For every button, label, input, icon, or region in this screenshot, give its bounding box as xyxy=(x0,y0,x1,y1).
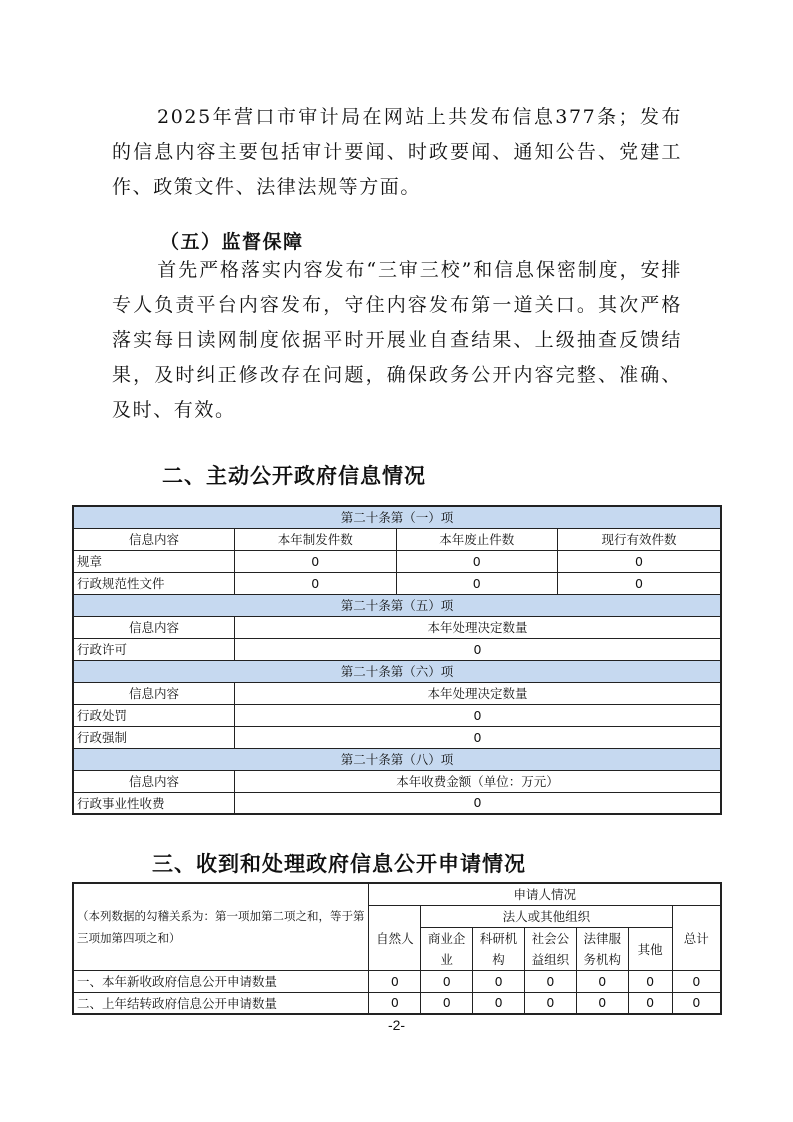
cell-value: 0 xyxy=(421,970,473,992)
cell-value: 0 xyxy=(396,550,558,572)
cell-value: 0 xyxy=(558,550,722,572)
row-label: 行政事业性收费 xyxy=(73,792,235,814)
paragraph-supervision xyxy=(112,253,682,428)
col-header: 本年收费金额（单位：万元） xyxy=(235,770,722,792)
paragraph-website-publishing xyxy=(112,100,682,205)
cell-value: 0 xyxy=(524,992,576,1014)
col-header-public-welfare: 社会公益组织 xyxy=(524,927,576,970)
col-header: 本年废止件数 xyxy=(396,528,558,550)
table-row xyxy=(73,550,721,572)
section-3-title: 三、收到和处理政府信息公开申请情况 xyxy=(152,852,526,876)
table-row xyxy=(73,792,721,814)
col-header-research: 科研机构 xyxy=(473,927,525,970)
table-row xyxy=(73,572,721,594)
total-header: 总计 xyxy=(672,905,721,970)
cell-value: 0 xyxy=(421,992,473,1014)
cell-value: 0 xyxy=(235,726,722,748)
band-item-8: 第二十条第（八）项 xyxy=(73,748,721,770)
table-row xyxy=(73,704,721,726)
col-header: 现行有效件数 xyxy=(558,528,722,550)
cell-value: 0 xyxy=(672,992,721,1014)
band-item-5: 第二十条第（五）项 xyxy=(73,594,721,616)
paragraph-text: 2025年营口市审计局在网站上共发布信息377条；发布的信息内容主要包括审计要闻、时政要闻、通知公告、党建工作、政策文件、法律法规等方面。 xyxy=(112,106,682,198)
col-header-other: 其他 xyxy=(628,927,672,970)
col-header: 本年制发件数 xyxy=(235,528,397,550)
col-header-legal-service: 法律服务机构 xyxy=(576,927,628,970)
proactive-disclosure-table xyxy=(72,505,722,815)
band-item-1: 第二十条第（一）项 xyxy=(73,506,721,528)
row-label: 行政许可 xyxy=(73,638,235,660)
relationship-note: （本列数据的勾稽关系为：第一项加第二项之和，等于第三项加第四项之和） xyxy=(73,883,369,970)
table-row xyxy=(73,638,721,660)
applicant-header: 申请人情况 xyxy=(369,883,721,905)
col-header: 信息内容 xyxy=(73,616,235,638)
paragraph-text: 首先严格落实内容发布“三审三校”和信息保密制度，安排专人负责平台内容发布，守住内容发布第一道关口。其次严格落实每日读网制度依据平时开展业自查结果、上级抽查反馈结果，及时纠正修改存在问题，确保政务公开内容完整、准确、及时、有效。 xyxy=(112,259,682,421)
legal-org-header: 法人或其他组织 xyxy=(421,905,672,927)
section-2-title: 二、主动公开政府信息情况 xyxy=(162,464,426,488)
cell-value: 0 xyxy=(396,572,558,594)
cell-value: 0 xyxy=(672,970,721,992)
cell-value: 0 xyxy=(235,792,722,814)
natural-person-header: 自然人 xyxy=(369,905,421,970)
subheading-supervision: （五）监督保障 xyxy=(160,231,304,253)
col-header: 本年处理决定数量 xyxy=(235,682,722,704)
cell-value: 0 xyxy=(235,638,722,660)
cell-value: 0 xyxy=(473,992,525,1014)
cell-value: 0 xyxy=(628,970,672,992)
cell-value: 0 xyxy=(576,970,628,992)
cell-value: 0 xyxy=(473,970,525,992)
col-header: 信息内容 xyxy=(73,682,235,704)
col-header: 本年处理决定数量 xyxy=(235,616,722,638)
page-number: -2- xyxy=(387,1017,406,1033)
cell-value: 0 xyxy=(558,572,722,594)
cell-value: 0 xyxy=(235,550,397,572)
cell-value: 0 xyxy=(628,992,672,1014)
row-label: 二、上年结转政府信息公开申请数量 xyxy=(73,992,369,1014)
row-label: 规章 xyxy=(73,550,235,572)
cell-value: 0 xyxy=(576,992,628,1014)
table-row xyxy=(73,726,721,748)
row-label: 一、本年新收政府信息公开申请数量 xyxy=(73,970,369,992)
table-row xyxy=(73,992,721,1014)
row-label: 行政强制 xyxy=(73,726,235,748)
cell-value: 0 xyxy=(369,992,421,1014)
application-table xyxy=(72,882,722,1015)
cell-value: 0 xyxy=(235,572,397,594)
cell-value: 0 xyxy=(235,704,722,726)
col-header: 信息内容 xyxy=(73,528,235,550)
row-label: 行政处罚 xyxy=(73,704,235,726)
band-item-6: 第二十条第（六）项 xyxy=(73,660,721,682)
row-label: 行政规范性文件 xyxy=(73,572,235,594)
col-header-commercial: 商业企业 xyxy=(421,927,473,970)
cell-value: 0 xyxy=(369,970,421,992)
cell-value: 0 xyxy=(524,970,576,992)
col-header: 信息内容 xyxy=(73,770,235,792)
table-row xyxy=(73,970,721,992)
